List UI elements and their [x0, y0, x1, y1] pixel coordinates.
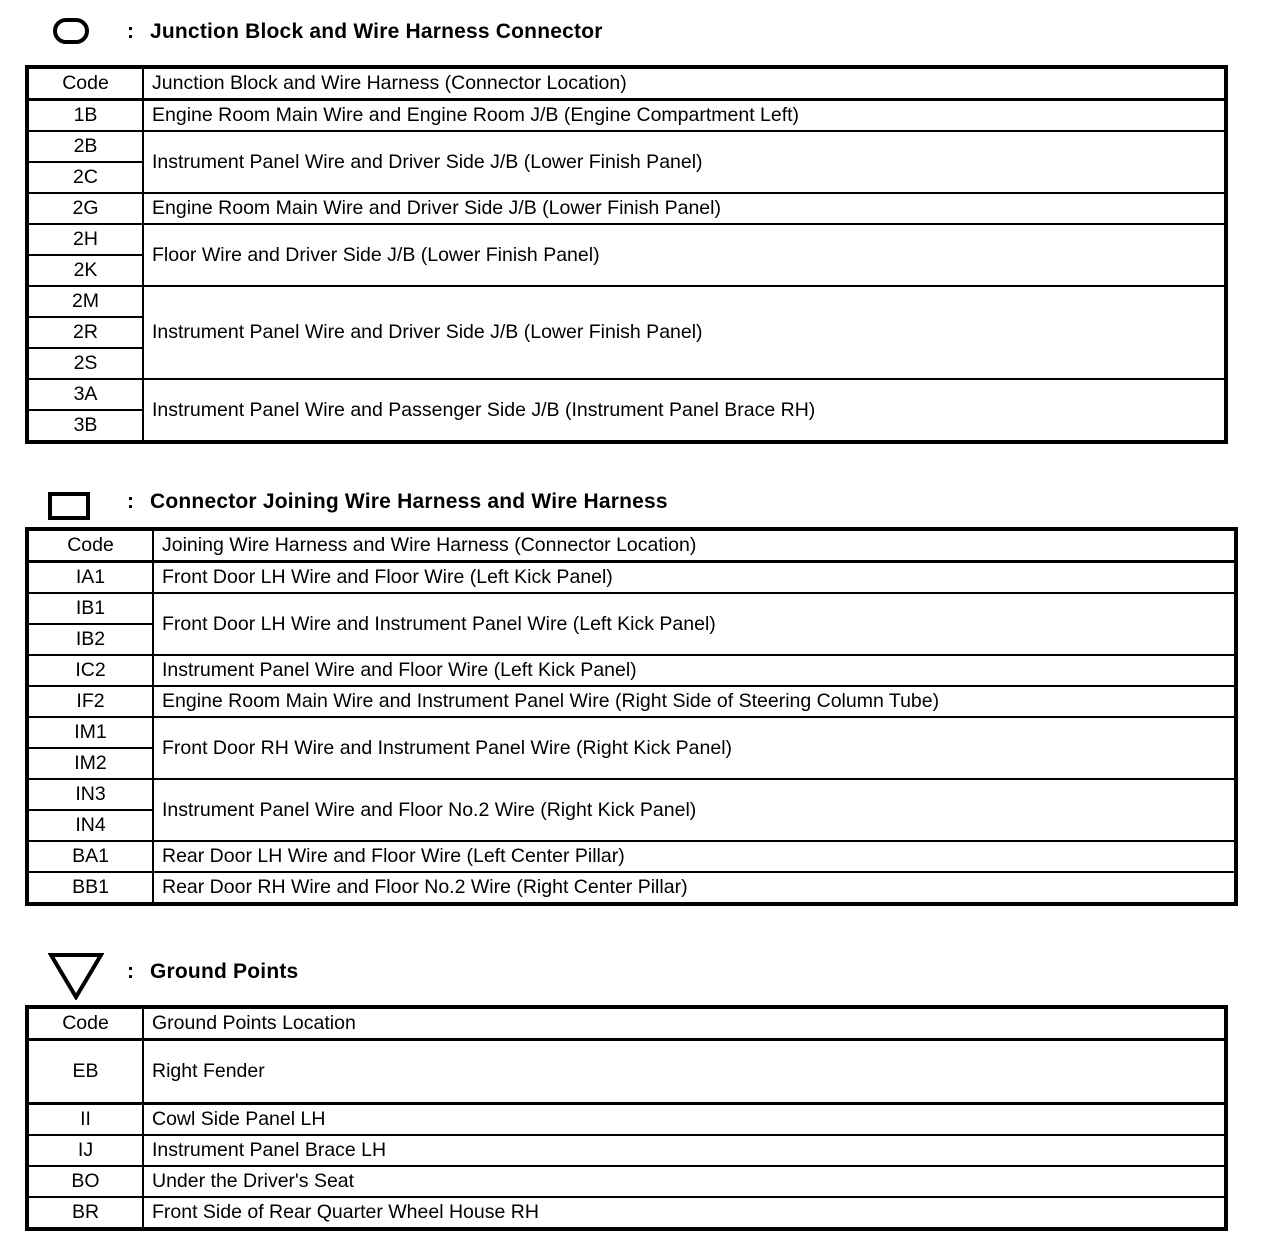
desc-cell: Floor Wire and Driver Side J/B (Lower Finish Panel): [143, 224, 1225, 286]
section3-colon: :: [127, 960, 134, 983]
table-row: [28, 1166, 1225, 1197]
code-cell: BB1: [28, 872, 153, 903]
desc-cell: Instrument Panel Wire and Driver Side J/B (Lower Finish Panel): [143, 286, 1225, 379]
code-cell: IC2: [28, 655, 153, 686]
code-cell: 2G: [28, 193, 143, 224]
header-desc: Ground Points Location: [143, 1008, 1225, 1040]
table-row: [28, 841, 1235, 872]
connector-symbol-icon: [48, 492, 90, 520]
code-cell: BO: [28, 1166, 143, 1197]
desc-cell: Rear Door LH Wire and Floor Wire (Left Center Pillar): [153, 841, 1235, 872]
desc-cell: Engine Room Main Wire and Driver Side J/B (Lower Finish Panel): [143, 193, 1225, 224]
desc-cell: Right Fender: [143, 1040, 1225, 1104]
header-code: Code: [28, 68, 143, 100]
code-cell: IM2: [28, 748, 153, 779]
table-row: [28, 224, 1225, 255]
code-cell: BR: [28, 1197, 143, 1228]
table-row: [28, 1104, 1225, 1136]
desc-cell: Rear Door RH Wire and Floor No.2 Wire (Right Center Pillar): [153, 872, 1235, 903]
header-desc: Junction Block and Wire Harness (Connector Location): [143, 68, 1225, 100]
desc-cell: Front Door LH Wire and Instrument Panel Wire (Left Kick Panel): [153, 593, 1235, 655]
table-row: [28, 131, 1225, 162]
section3-title: Ground Points: [150, 960, 299, 983]
table-row: [28, 379, 1225, 410]
table-row: [28, 779, 1235, 810]
section1-title: Junction Block and Wire Harness Connector: [150, 20, 603, 43]
header-code: Code: [28, 1008, 143, 1040]
desc-cell: Instrument Panel Wire and Floor Wire (Left Kick Panel): [153, 655, 1235, 686]
desc-cell: Instrument Panel Brace LH: [143, 1135, 1225, 1166]
table-row: [28, 872, 1235, 903]
header-code: Code: [28, 530, 153, 562]
code-cell: IN3: [28, 779, 153, 810]
table-row: [28, 717, 1235, 748]
table-header-row: [28, 1008, 1225, 1040]
table-row: [28, 1197, 1225, 1228]
desc-cell: Cowl Side Panel LH: [143, 1104, 1225, 1136]
desc-cell: Instrument Panel Wire and Passenger Side J/B (Instrument Panel Brace RH): [143, 379, 1225, 441]
section1-colon: :: [127, 20, 134, 43]
junction-block-symbol-icon: [53, 18, 89, 44]
desc-cell: Under the Driver's Seat: [143, 1166, 1225, 1197]
table-row: [28, 593, 1235, 624]
code-cell: IN4: [28, 810, 153, 841]
desc-cell: Front Door RH Wire and Instrument Panel Wire (Right Kick Panel): [153, 717, 1235, 779]
junction-block-table: [27, 67, 1226, 442]
code-cell: IB2: [28, 624, 153, 655]
table-row: [28, 1135, 1225, 1166]
code-cell: 2M: [28, 286, 143, 317]
code-cell: 1B: [28, 100, 143, 132]
code-cell: 2R: [28, 317, 143, 348]
table-row: [28, 686, 1235, 717]
table-header-row: [28, 530, 1235, 562]
header-desc: Joining Wire Harness and Wire Harness (Connector Location): [153, 530, 1235, 562]
table-row: [28, 1040, 1225, 1104]
code-cell: BA1: [28, 841, 153, 872]
table-row: [28, 562, 1235, 594]
desc-cell: Instrument Panel Wire and Driver Side J/B (Lower Finish Panel): [143, 131, 1225, 193]
code-cell: 2H: [28, 224, 143, 255]
connector-table: [27, 529, 1236, 904]
code-cell: 2S: [28, 348, 143, 379]
table-row: [28, 100, 1225, 132]
code-cell: IF2: [28, 686, 153, 717]
ground-point-triangle-icon: [48, 952, 104, 1000]
ground-points-table: [27, 1007, 1226, 1229]
code-cell: IA1: [28, 562, 153, 594]
code-cell: 2B: [28, 131, 143, 162]
table-row: [28, 193, 1225, 224]
section2-title: Connector Joining Wire Harness and Wire Harness: [150, 490, 668, 513]
desc-cell: Engine Room Main Wire and Instrument Panel Wire (Right Side of Steering Column Tube): [153, 686, 1235, 717]
table-row: [28, 655, 1235, 686]
code-cell: EB: [28, 1040, 143, 1104]
code-cell: IM1: [28, 717, 153, 748]
table-header-row: [28, 68, 1225, 100]
desc-cell: Engine Room Main Wire and Engine Room J/B (Engine Compartment Left): [143, 100, 1225, 132]
code-cell: II: [28, 1104, 143, 1136]
code-cell: 2K: [28, 255, 143, 286]
code-cell: 2C: [28, 162, 143, 193]
table-row: [28, 286, 1225, 317]
desc-cell: Front Side of Rear Quarter Wheel House RH: [143, 1197, 1225, 1228]
desc-cell: Instrument Panel Wire and Floor No.2 Wire (Right Kick Panel): [153, 779, 1235, 841]
code-cell: IB1: [28, 593, 153, 624]
section2-colon: :: [127, 490, 134, 513]
desc-cell: Front Door LH Wire and Floor Wire (Left Kick Panel): [153, 562, 1235, 594]
code-cell: 3A: [28, 379, 143, 410]
code-cell: 3B: [28, 410, 143, 441]
code-cell: IJ: [28, 1135, 143, 1166]
